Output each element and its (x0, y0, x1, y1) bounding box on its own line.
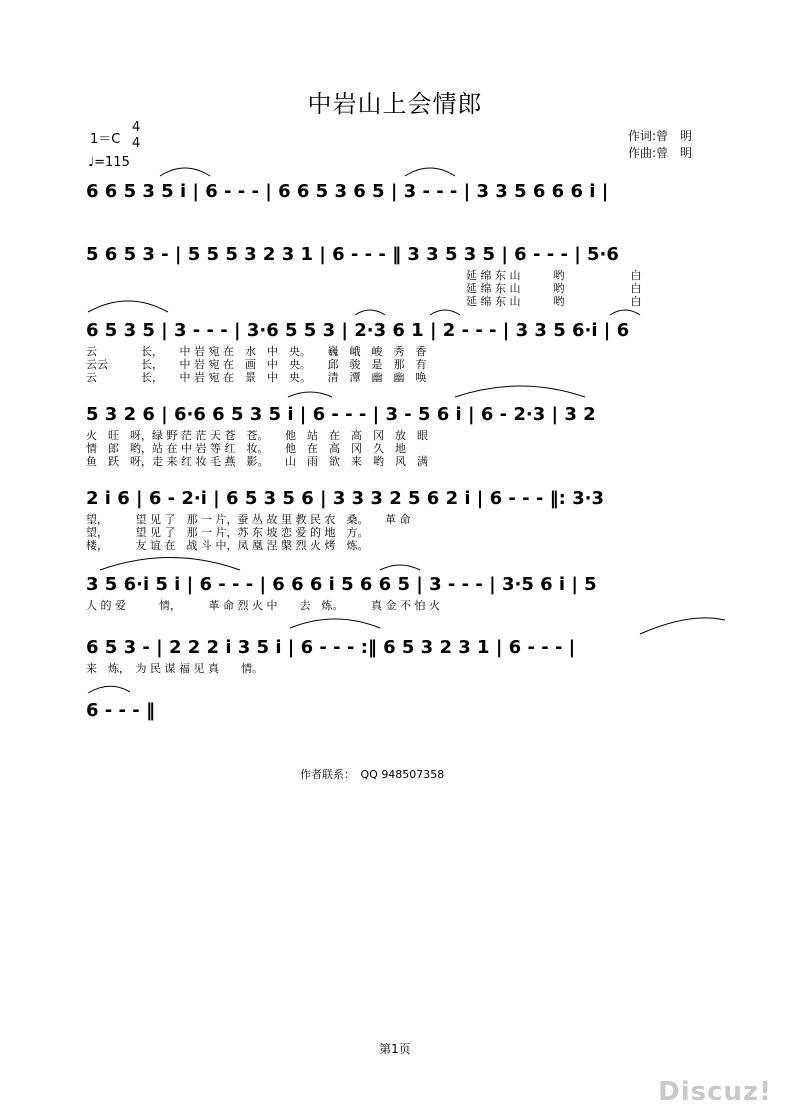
time-signature (132, 120, 140, 152)
lyric-verse-1: 望， 望 见 了 那 一 片，蚕 丛 故 里 教 民 农 桑。 革 命 (86, 513, 411, 526)
page-title: 中岩山上会情郎 (307, 90, 483, 118)
slur (100, 558, 240, 571)
slur (290, 619, 380, 628)
lyric-block-2 (86, 345, 728, 384)
lyric-verse-1: 来 炼， 为 民 谋 福 见 真 情。 (86, 662, 263, 675)
credits (628, 128, 692, 162)
lyric-line (466, 269, 642, 308)
score-row-6: 3 5 6·i 5 i | 6 - - - | 6 6 6 i 5 6 6 5 | 3 - - - | 3·5 6 i | 5 (86, 574, 597, 595)
lyric-verse-2: 云云 长， 中 岩 宛 在 画 中 央。 邱 骏 是 那 有 (86, 358, 427, 371)
lyricist: 作词:曾 明 (628, 129, 693, 143)
lyric-block-3 (86, 429, 728, 468)
lyric-line (86, 429, 428, 468)
lyric-verse-1: 云 长， 中 岩 宛 在 水 中 央。 巍 峨 峻 秀 香 (86, 345, 427, 358)
composer: 作曲:曾 明 (628, 146, 693, 160)
score-row-4: 5 3 2 6 | 6·6 6 5 3 5 i | 6 - - - | 3 - 5 6 i | 6 - 2·3 | 3 2 (86, 404, 596, 425)
lyric-verse-2: 情 郎 哟，站 在 中 岩 等 红 妆。 他 在 高 冈 久 地 (86, 442, 406, 455)
lyric-verse-1: 人 的 爱 情， 革 命 烈 火 中 去 炼。 真 金 不 怕 火 (86, 599, 440, 612)
lyric-block-1 (466, 269, 728, 308)
lyric-verse-2: 延 绵 东 山 哟 白 (466, 282, 642, 295)
lyric-verse-3: 楼， 友 谊 在 战 斗 中，凤 凰 涅 槃 烈 火 烤 炼。 (86, 539, 369, 552)
tempo-marking (88, 155, 130, 170)
lyric-line (86, 513, 410, 552)
score-row-2: 5 6 5 3 - | 5 5 5 3 2 3 1 | 6 - - - ‖ 3 3 5 3 5 | 6 - - - | 5·6 (86, 244, 619, 265)
lyric-block-6 (86, 662, 728, 675)
quarter-note-icon: ♩ (88, 155, 95, 170)
tempo-value: =115 (94, 155, 130, 170)
slur (610, 310, 640, 315)
time-signature-top: 4 (132, 120, 141, 135)
lyric-block-5 (86, 599, 728, 612)
time-signature-bottom: 4 (132, 136, 141, 151)
lyric-line (86, 345, 427, 384)
slur (288, 392, 332, 397)
slur (430, 310, 460, 315)
slur (88, 301, 168, 312)
score-row-5: 2 i 6 | 6 - 2·i | 6 5 3 5 6 | 3 3 3 2 5 6 2 i | 6 - - - ‖: 3·3 (86, 488, 604, 509)
slur (380, 565, 420, 570)
slur (160, 168, 210, 176)
slur (355, 310, 385, 315)
score-row-7: 6 5 3 - | 2 2 2 i 3 5 i | 6 - - - :‖ 6 5 3 2 3 1 | 6 - - - | (86, 637, 576, 658)
page-number: 第1页 (379, 1042, 411, 1056)
slur (640, 618, 725, 634)
author-contact: 作者联系： QQ 948507358 (300, 768, 445, 781)
slur (455, 386, 585, 397)
lyric-verse-2: 望， 望 见 了 那 一 片，苏 东 坡 恋 爱 的 地 方。 (86, 526, 369, 539)
slur (405, 168, 455, 176)
key-signature: 1＝C (90, 132, 121, 147)
watermark-logo: Discuz! (658, 1077, 772, 1107)
slur (88, 686, 130, 693)
lyric-block-4 (86, 513, 728, 552)
lyric-verse-3: 延 绵 东 山 哟 白 (466, 295, 642, 308)
lyric-verse-1: 火 旺 呀，绿 野 茫 茫 天 苍 苍。 他 站 在 高 冈 放 眼 (86, 429, 428, 442)
score-row-1: 6 6 5 3 5 i | 6 - - - | 6 6 5 3 6 5 | 3 - - - | 3 3 5 6 6 6 i | (86, 181, 609, 202)
score-row-8: 6 - - - ‖ (86, 700, 156, 721)
lyric-verse-3: 鱼 跃 呀，走 来 红 妆 毛 燕 影。 山 雨 欲 来 哟 风 满 (86, 455, 428, 468)
score-row-3: 6 5 3 5 | 3 - - - | 3·6 5 5 3 | 2·3 6 1 | 2 - - - | 3 3 5 6·i | 6 (86, 320, 630, 341)
lyric-verse-1: 延 绵 东 山 哟 白 (466, 269, 642, 282)
lyric-verse-3: 云 长， 中 岩 宛 在 景 中 央。 清 潭 幽 幽 唤 (86, 371, 427, 384)
